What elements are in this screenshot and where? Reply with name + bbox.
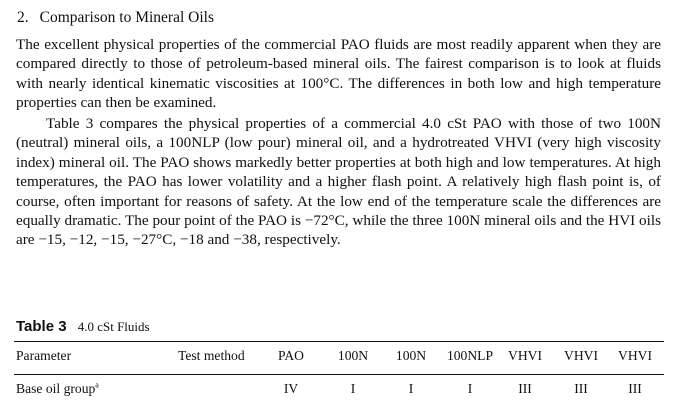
header-col-100n-a: 100N xyxy=(337,348,369,363)
table-top-rule xyxy=(14,341,664,342)
body-paragraph-2: Table 3 compares the physical properties of a commercial 4.0 cSt PAO with those of two 100N (neutral) mineral oils, a 100NLP (low pour) mineral oil, and a hydrotreated VHVI (very high viscosity index) mineral oil. The PAO shows markedly better properties at both high and low temperatures. At high temperatures, the PAO has lower volatility and a higher flash point. A relatively high flash point is, of course, often important for reasons of safety. At the low end of the temperature scale the differences are equally dramatic. The pour point of the PAO is −72°C, while the three 100N mineral oils and the HVI oils are −15, −12, −15, −27°C, −18 and −38, respectively. xyxy=(16,115,661,249)
header-col-vhvi-b: VHVI xyxy=(564,348,598,363)
section-heading xyxy=(17,9,214,27)
row-value-100n-a: I xyxy=(350,381,356,396)
header-col-vhvi-c: VHVI xyxy=(618,348,652,363)
row-value-vhvi-b: III xyxy=(574,381,588,396)
table-label: Table 3 xyxy=(16,318,67,335)
section-number: 2. xyxy=(17,9,29,26)
row-value-vhvi-c: III xyxy=(628,381,642,396)
header-test-method: Test method xyxy=(178,348,245,363)
section-title: Comparison to Mineral Oils xyxy=(39,9,214,26)
header-col-100nlp: 100NLP xyxy=(446,348,494,363)
row-footnote-marker: a xyxy=(95,380,99,390)
header-col-vhvi-a: VHVI xyxy=(508,348,542,363)
table-header-row xyxy=(0,348,674,368)
row-value-100n-b: I xyxy=(408,381,414,396)
row-value-pao: IV xyxy=(283,381,299,396)
row-value-vhvi-a: III xyxy=(518,381,532,396)
table-title: 4.0 cSt Fluids xyxy=(77,319,150,334)
header-col-100n-b: 100N xyxy=(395,348,427,363)
row-parameter-label: Base oil group xyxy=(16,381,96,396)
body-paragraph-1: The excellent physical properties of the commercial PAO fluids are most readily apparent when they are compared directly to those of petroleum-based mineral oils. The fairest comparison is to look at fluids with nearly identical kinematic viscosities at 100°C. The differences in both low and high temperature properties can then be examined. xyxy=(16,36,661,112)
row-value-100nlp: I xyxy=(467,381,473,396)
table-row xyxy=(0,381,674,401)
table-header-rule xyxy=(14,374,664,375)
header-col-pao: PAO xyxy=(278,348,304,363)
header-parameter: Parameter xyxy=(16,348,72,363)
row-parameter-cell xyxy=(16,381,99,397)
table-caption xyxy=(16,318,150,335)
